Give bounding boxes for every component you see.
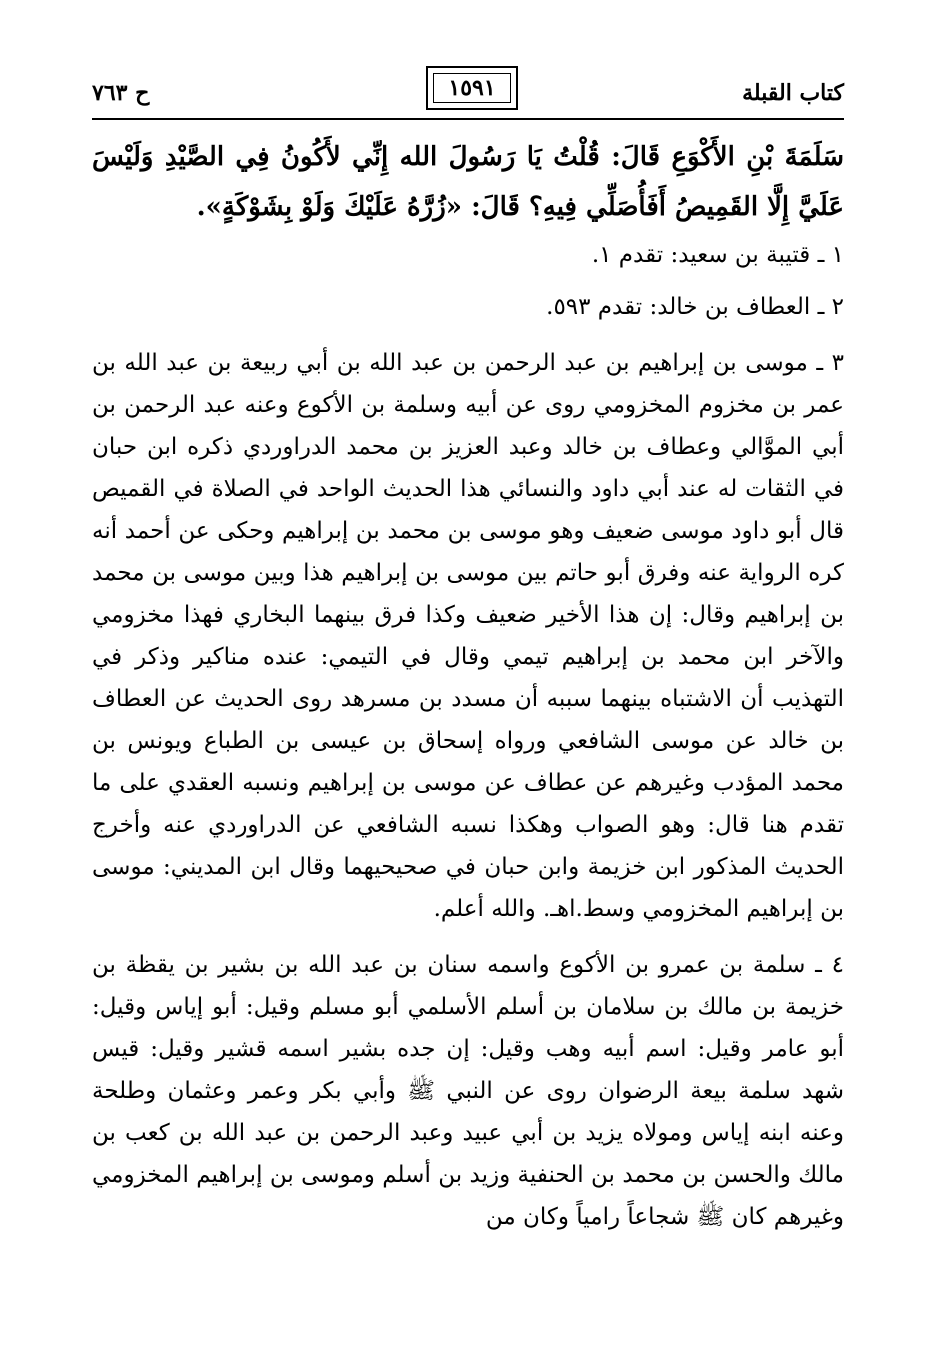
narrator-entry-3: ٣ ـ موسى بن إبراهيم بن عبد الرحمن بن عبد الله بن أبي ربيعة بن عبد الله بن عمر بن مخزوم المخزومي روى عن أبيه وسلمة بن الأكوع وعنه عبد الرحمن بن أبي الموَّالي وعطاف بن خالد وعبد العزيز بن محمد الدراوردي ذكره ابن حبان في الثقات له عند أبي داود والنسائي هذا الحديث الواحد في الصلاة في القميص قال أبو داود موسى ضعيف وهو موسى بن محمد بن إبراهيم وحكى عن أحمد أنه كره الرواية عنه وفرق أبو حاتم بين موسى بن إبراهيم هذا وبين موسى بن محمد بن إبراهيم وقال: إن هذا الأخير ضعيف وكذا فرق بينهما البخاري فهذا مخزومي والآخر ابن محمد بن إبراهيم تيمي وقال في التيمي: عنده مناكير وذكر في التهذيب أن الاشتباه بينهما سببه أن مسدد بن مسرهد روى الحديث عن العطاف بن خالد عن موسى الشافعي ورواه إسحاق بن عيسى بن الطباع ويونس بن محمد المؤدب وغيرهم عن عطاف عن موسى بن إبراهيم ونسبه العقدي على ما تقدم هنا قال: وهو الصواب وهكذا نسبه الشافعي عن الدراوردي عنه وأخرج الحديث المذكور ابن خزيمة وابن حبان في صحيحيهما وقال ابن المديني: موسى بن إبراهيم المخزومي وسط.اهـ. والله أعلم.	[92, 350, 844, 922]
narrator-entry-4: ٤ ـ سلمة بن عمرو بن الأكوع واسمه سنان بن عبد الله بن بشير بن يقظة بن خزيمة بن مالك بن سلامان بن أسلم الأسلمي أبو مسلم وقيل: أبو إياس وقيل: أبو عامر وقيل: اسم أبيه وهب وقيل: إن جده بشير اسمه قشير وقيل: قيس شهد سلمة بيعة الرضوان روى عن النبي ﷺ وأبي بكر وعمر وعثمان وطلحة وعنه ابنه إياس ومولاه يزيد بن أبي عبيد وعبد الرحمن بن عبد الله بن كعب بن مالك والحسن بن محمد بن الحنفية وزيد بن أسلم وموسى بن إبراهيم المخزومي وغيرهم كان ﷺ شجاعاً رامياً وكان من	[92, 952, 844, 1230]
narrator-entry-2: ٢ ـ العطاف بن خالد: تقدم ٥٩٣.	[546, 294, 844, 320]
narrator-entry-1: ١ ـ قتيبة بن سعيد: تقدم ١.	[591, 242, 844, 268]
hadith-text: سَلَمَةَ بْنِ الأَكْوَعِ قَالَ: قُلْتُ يَا رَسُولَ الله إِنِّي لأَكُونُ فِي الصَّيْدِ وَلَيْسَ عَلَيَّ إِلَّا القَمِيصُ أَفَأُصَلِّي فِيهِ؟ قَالَ: «زُرَّهُ عَلَيْكَ وَلَوْ بِشَوْكَةٍ».	[92, 142, 844, 222]
book-page	[92, 62, 844, 1352]
page-header	[92, 62, 844, 120]
page-number-frame	[426, 66, 518, 110]
hadith-reference: ح ٧٦٣	[92, 80, 150, 106]
page-number: ١٥٩١	[448, 75, 496, 101]
book-title: كتاب القبلة	[742, 80, 844, 106]
